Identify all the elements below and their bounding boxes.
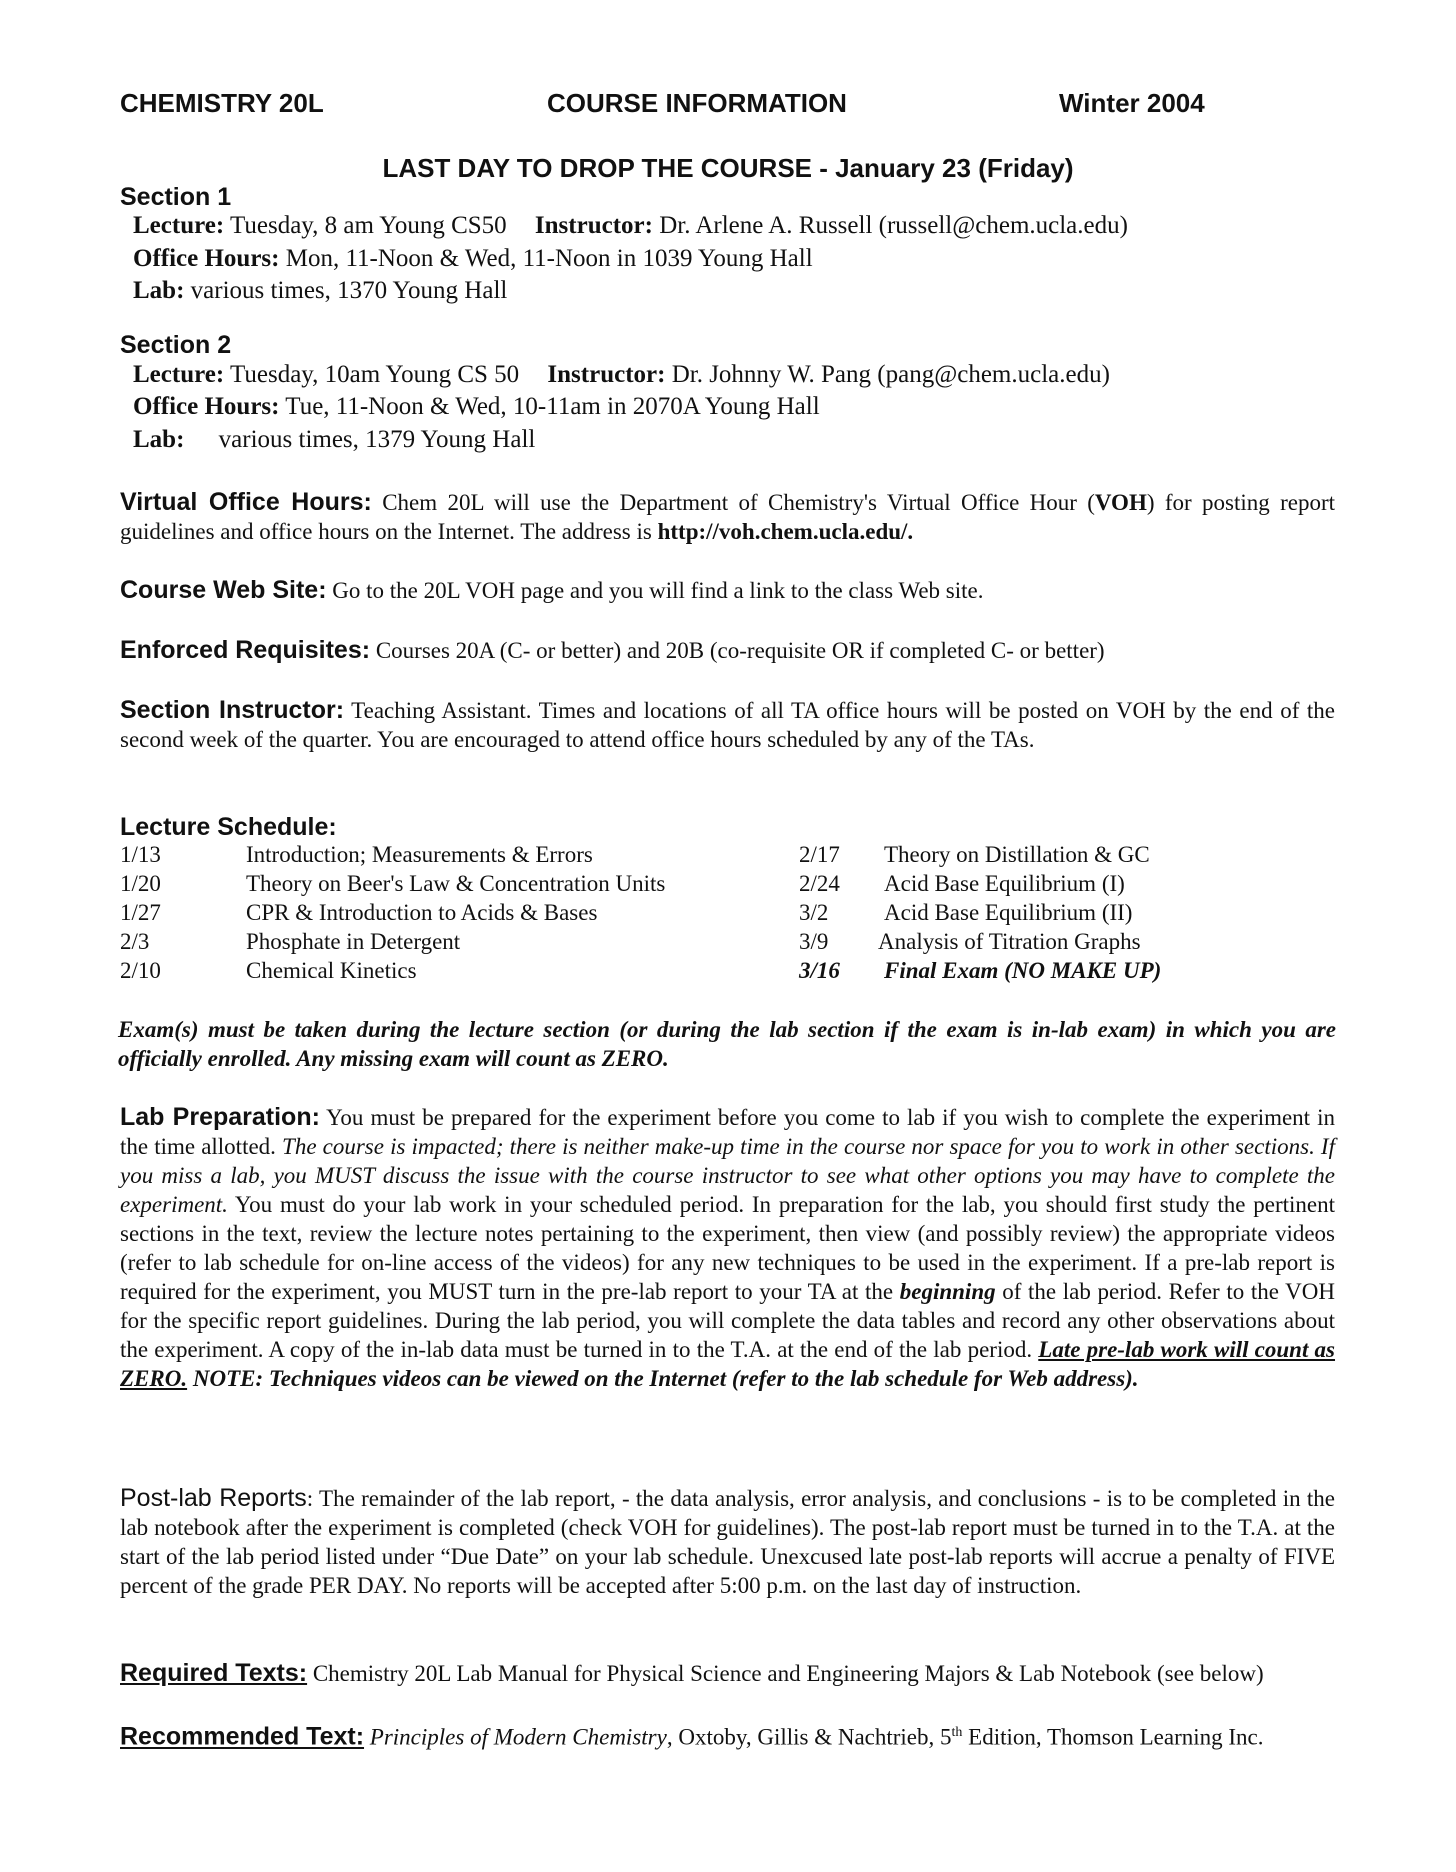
lab-prep-beginning: beginning xyxy=(899,1279,996,1304)
section-instructor-paragraph xyxy=(120,696,1335,754)
section-instructor-heading: Section Instructor: xyxy=(120,696,345,724)
section-1-lecture xyxy=(133,212,1128,240)
schedule-date: 3/16 xyxy=(799,958,840,983)
lab-label: Lab: xyxy=(133,426,185,453)
website-text: Go to the 20L VOH page and you will find a link to the class Web site. xyxy=(326,578,984,603)
instructor-label: Instructor: xyxy=(547,361,666,388)
lab-prep-text: You must be prepared for the experiment before you come to lab if you wish to complete the experiment in the time allotted. xyxy=(120,1105,1335,1159)
office-value: Mon, 11-Noon & Wed, 11-Noon in 1039 Young Hall xyxy=(285,245,813,272)
voh-text: Chem 20L will use the Department of Chemistry's Virtual Office Hour ( xyxy=(371,490,1095,515)
schedule-date: 2/24 xyxy=(799,871,840,896)
requisites-paragraph xyxy=(120,636,1335,665)
required-texts-text: Chemistry 20L Lab Manual for Physical Science and Engineering Majors & Lab Notebook (see below) xyxy=(307,1661,1264,1686)
lecture-label: Lecture: xyxy=(133,361,225,388)
lab-prep-heading: Lab Preparation: xyxy=(120,1103,320,1131)
schedule-date: 3/9 xyxy=(799,929,829,954)
lab-prep-impacted-note: The course is impacted; there is neither make-up time in the course nor space for you to work in other sections. If you miss a lab, you MUST discuss the issue with the course instructor to see what other options you may have to complete the experiment. xyxy=(120,1134,1335,1217)
lab-prep-text-2: You must do your lab work in your scheduled period. In preparation for the lab, you should first study the pertinent sections in the text, review the lecture notes pertaining to the experiment, then view (and possibly review) the appropriate videos (refer to lab schedule for on-line access of the videos) for any new techniques to be used in the experiment. If a pre-lab report is required for the experiment, you MUST turn in the pre-lab report to your TA at the xyxy=(120,1192,1335,1304)
section-1-lab xyxy=(133,277,507,305)
drop-notice: LAST DAY TO DROP THE COURSE - January 23 (Friday) xyxy=(382,153,1074,183)
videos-note: NOTE: Techniques videos can be viewed on the Internet (refer to the lab schedule for Web address). xyxy=(187,1366,1139,1391)
office-label: Office Hours: xyxy=(133,245,280,272)
voh-text-2: ) for posting report guidelines and office hours on the Internet. The address is xyxy=(120,490,1336,544)
schedule-topic: Acid Base Equilibrium (II) xyxy=(884,900,1133,925)
instructor-value: Dr. Arlene A. Russell (russell@chem.ucla.edu) xyxy=(659,212,1128,239)
schedule-topic: Acid Base Equilibrium (I) xyxy=(884,871,1125,896)
voh-heading: Virtual Office Hours: xyxy=(120,488,372,516)
section-2-lecture xyxy=(133,361,1110,389)
schedule-topic: Final Exam (NO MAKE UP) xyxy=(884,958,1162,983)
recommended-text-publisher: Edition, Thomson Learning Inc. xyxy=(962,1724,1264,1750)
voh-paragraph xyxy=(120,488,1335,546)
edition-superscript: th xyxy=(951,1725,963,1740)
schedule-date: 1/20 xyxy=(120,871,161,896)
website-heading: Course Web Site: xyxy=(120,576,327,604)
lab-value: various times, 1370 Young Hall xyxy=(190,277,508,304)
recommended-text-authors: , Oxtoby, Gillis & Nachtrieb, 5 xyxy=(666,1724,952,1750)
course-code: CHEMISTRY 20L xyxy=(120,88,324,118)
schedule-topic: Theory on Beer's Law & Concentration Units xyxy=(246,871,666,896)
schedule-date: 2/17 xyxy=(799,842,840,867)
schedule-topic: Theory on Distillation & GC xyxy=(884,842,1150,867)
requisites-heading: Enforced Requisites: xyxy=(120,636,371,664)
required-texts-paragraph xyxy=(120,1659,1335,1688)
lecture-schedule-heading: Lecture Schedule: xyxy=(120,813,337,841)
section-2-lab xyxy=(133,426,535,454)
lecture-value: Tuesday, 8 am Young CS50 xyxy=(229,212,507,239)
lab-value: various times, 1379 Young Hall xyxy=(218,426,536,453)
schedule-date: 2/10 xyxy=(120,958,161,983)
schedule-date: 1/13 xyxy=(120,842,161,867)
recommended-text-paragraph xyxy=(120,1718,1335,1752)
office-label: Office Hours: xyxy=(133,393,280,420)
required-texts-heading: Required Texts: xyxy=(120,1659,308,1687)
exam-notice: Exam(s) must be taken during the lecture section (or during the lab section if the exam is in-lab exam) in which you are officially enrolled. Any missing exam will count as ZERO. xyxy=(118,1017,1336,1071)
lab-prep-paragraph xyxy=(120,1103,1335,1393)
lecture-label: Lecture: xyxy=(133,212,225,239)
schedule-topic: Introduction; Measurements & Errors xyxy=(246,842,593,867)
section-1-title: Section 1 xyxy=(120,183,232,211)
schedule-topic: Analysis of Titration Graphs xyxy=(878,929,1141,954)
postlab-text: : The remainder of the lab report, - the data analysis, error analysis, and conclusions - is to be completed in the lab notebook after the experiment is completed (check VOH for guidelines). The post-lab report must be turned in to the T.A. at the start of the lab period listed under “Due Date” on your lab schedule. Unexcused late post-lab reports will accrue a penalty of FIVE percent of the grade PER DAY. No reports will be accepted after 5:00 p.m. on the last day of instruction. xyxy=(120,1486,1335,1598)
schedule-date: 2/3 xyxy=(120,929,150,954)
recommended-text-heading: Recommended Text: xyxy=(120,1722,365,1751)
lecture-value: Tuesday, 10am Young CS 50 xyxy=(229,361,520,388)
schedule-topic: Chemical Kinetics xyxy=(246,958,417,983)
instructor-value: Dr. Johnny W. Pang (pang@chem.ucla.edu) xyxy=(671,361,1110,388)
lab-label: Lab: xyxy=(133,277,185,304)
document-title: COURSE INFORMATION xyxy=(547,88,847,118)
schedule-topic: CPR & Introduction to Acids & Bases xyxy=(246,900,598,925)
voh-url[interactable]: http://voh.chem.ucla.edu/. xyxy=(657,519,914,544)
section-1-office-hours xyxy=(133,245,813,273)
voh-abbrev: VOH xyxy=(1094,490,1147,515)
postlab-heading: Post-lab Reports xyxy=(120,1484,307,1512)
schedule-date: 1/27 xyxy=(120,900,161,925)
instructor-label: Instructor: xyxy=(534,212,653,239)
schedule-topic: Phosphate in Detergent xyxy=(246,929,461,954)
late-prelab-warning: Late pre-lab work will count as ZERO. xyxy=(120,1337,1336,1391)
office-value: Tue, 11-Noon & Wed, 10-11am in 2070A Young Hall xyxy=(285,393,820,420)
lab-prep-text-3: of the lab period. Refer to the VOH for the specific report guidelines. During the lab period, you will complete the data tables and record any other observations about the experiment. A copy of the in-lab data must be turned in to the T.A. at the end of the lab period. xyxy=(120,1279,1335,1362)
schedule-date: 3/2 xyxy=(799,900,829,925)
section-2-title: Section 2 xyxy=(120,331,232,359)
recommended-book-title: Principles of Modern Chemistry xyxy=(369,1724,667,1750)
requisites-text: Courses 20A (C- or better) and 20B (co-requisite OR if completed C- or better) xyxy=(370,638,1105,663)
website-paragraph xyxy=(120,576,1335,605)
postlab-paragraph xyxy=(120,1484,1335,1600)
term: Winter 2004 xyxy=(1059,88,1205,118)
section-instructor-text: Teaching Assistant. Times and locations of all TA office hours will be posted on VOH by the end of the second week of the quarter. You are encouraged to attend office hours scheduled by any of the TAs. xyxy=(120,698,1335,752)
section-2-office-hours xyxy=(133,393,820,421)
